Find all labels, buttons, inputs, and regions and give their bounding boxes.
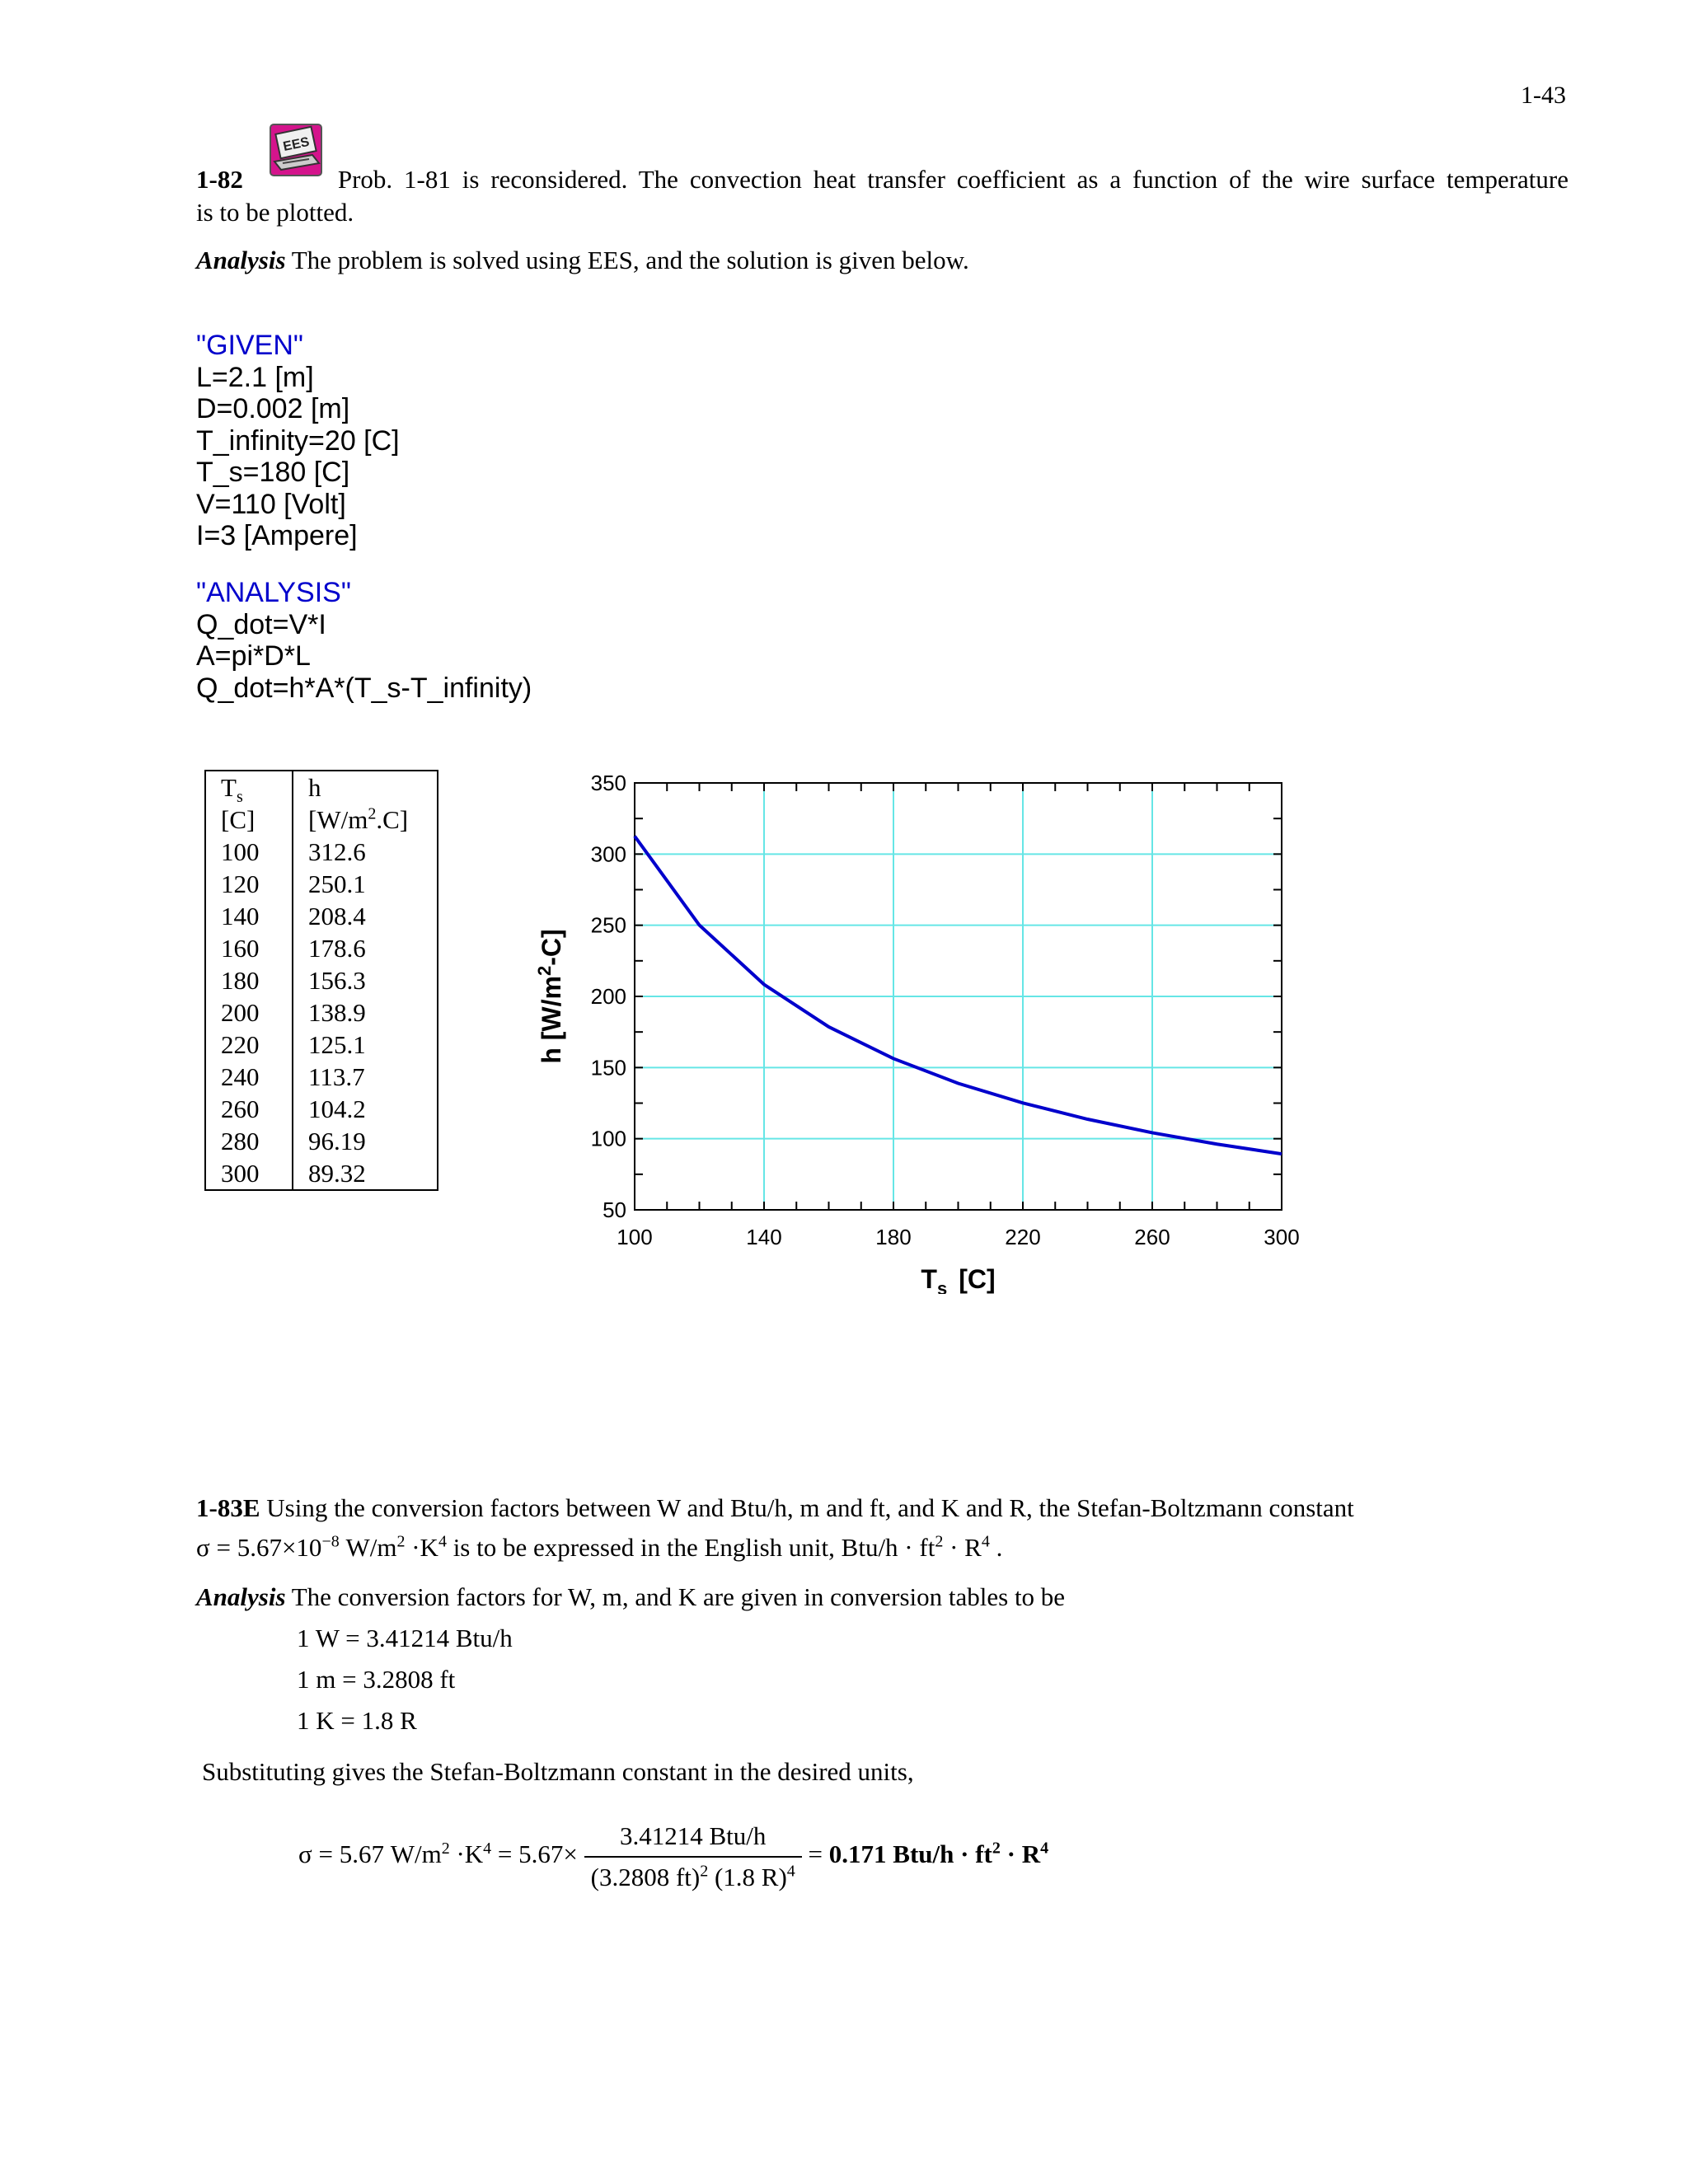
- x-tick-label: 220: [1005, 1225, 1041, 1249]
- sigma-result: 0.171 $Btu/h \cdot ft^2 \cdot R^4$: [828, 1839, 1049, 1869]
- analysis-label: Analysis: [196, 1582, 286, 1611]
- table-row: [205, 964, 438, 996]
- problem-183-number: 1-83E: [196, 1493, 260, 1522]
- table-row: [205, 1029, 438, 1061]
- fraction-denominator: (3.2808 ft)$^2$ (1.8 R)$^4$: [590, 1862, 795, 1891]
- series-line-h: [635, 837, 1282, 1155]
- given-line: D=0.002 [m]: [196, 393, 350, 424]
- y-tick-label: 300: [590, 841, 626, 867]
- analysis-label: Analysis: [196, 246, 286, 274]
- y-tick-label: 200: [590, 984, 626, 1009]
- y-tick-label: 250: [590, 912, 626, 938]
- problem-182-number: 1-82: [196, 165, 243, 194]
- problem-183-text: Using the conversion factors between W and Btu/h, m and ft, and K and R, the Stefan-Boltzmann constant: [260, 1493, 1354, 1522]
- page-number: 1-43: [1521, 82, 1566, 109]
- given-line: V=110 [Volt]: [196, 488, 346, 520]
- given-line: I=3 [Ampere]: [196, 520, 358, 551]
- given-line: T_infinity=20 [C]: [196, 424, 400, 457]
- svg-text:EES: EES: [282, 134, 311, 155]
- conversion-fraction: [584, 1820, 802, 1894]
- table-cell-h: 104.2: [308, 1094, 366, 1123]
- table-header-ts: $T_s$ [C]: [205, 771, 293, 836]
- table-cell-h: 89.32: [308, 1159, 366, 1188]
- problem-183-statement: [196, 1492, 1354, 1525]
- chart-svg: [528, 766, 1319, 1294]
- x-tick-label: 140: [746, 1225, 782, 1249]
- conversion-meter: 1 m = 3.2808 ft: [297, 1665, 456, 1694]
- analysis-line: Q_dot=V*I: [196, 608, 326, 640]
- x-tick-labels: [617, 1225, 1299, 1249]
- fraction-numerator: 3.41214 Btu/h: [584, 1820, 802, 1858]
- table-cell-h: 250.1: [308, 869, 366, 898]
- conversion-watt: 1 W = 3.41214 Btu/h: [297, 1624, 513, 1652]
- x-tick-label: 300: [1264, 1225, 1300, 1249]
- table-cell-ts: 300: [205, 1157, 293, 1190]
- problem-182-statement-line1: [196, 163, 1568, 196]
- y-tick-labels: [591, 771, 626, 1222]
- chart-grid: [635, 783, 1282, 1210]
- table-cell-ts: 100: [205, 836, 293, 868]
- analysis-text: The conversion factors for W, m, and K are given in conversion tables to be: [285, 1582, 1066, 1611]
- analysis-text: The problem is solved using EES, and the solution is given below.: [285, 246, 969, 274]
- given-header: "GIVEN": [196, 330, 303, 361]
- table-cell-ts: 120: [205, 868, 293, 900]
- table-cell-h: 125.1: [308, 1030, 366, 1059]
- table-row: [205, 900, 438, 932]
- x-tick-label: 260: [1134, 1225, 1170, 1249]
- ees-analysis-block: [196, 577, 532, 704]
- ees-given-block: [196, 330, 400, 552]
- table-row: [205, 836, 438, 868]
- x-tick-label: 100: [617, 1225, 653, 1249]
- table-cell-ts: 200: [205, 996, 293, 1029]
- table-row: [205, 1157, 438, 1190]
- y-axis-label: h $[W/m^2-C]$: [534, 929, 566, 1064]
- table-row: [205, 932, 438, 964]
- table-row: [205, 1061, 438, 1093]
- problem-183-analysis: [196, 1581, 1065, 1614]
- table-cell-ts: 240: [205, 1061, 293, 1093]
- x-tick-label: 180: [875, 1225, 912, 1249]
- table-cell-h: 178.6: [308, 934, 366, 963]
- sigma-definition-line: $\sigma = 5.67\times 10^{-8}$ $W/m^2 \cdot K^4$ is to be expressed in the English unit, $Btu/h \cdot ft^2 \cdot R^4$ .: [196, 1532, 1003, 1562]
- y-tick-label: 350: [590, 771, 626, 795]
- table-row: [205, 1125, 438, 1157]
- y-tick-label: 150: [590, 1055, 626, 1080]
- table-cell-h: 113.7: [308, 1062, 365, 1091]
- analysis-line: A=pi*D*L: [196, 640, 311, 672]
- h-vs-ts-chart: [528, 766, 1319, 1298]
- y-tick-label: 50: [603, 1197, 626, 1222]
- table-cell-ts: 260: [205, 1093, 293, 1125]
- table-cell-ts: 220: [205, 1029, 293, 1061]
- table-cell-h: 208.4: [308, 902, 366, 930]
- table-cell-h: 138.9: [308, 998, 366, 1027]
- table-cell-ts: 180: [205, 964, 293, 996]
- table-cell-ts: 280: [205, 1125, 293, 1157]
- conversion-kelvin: 1 K = 1.8 R: [297, 1706, 417, 1735]
- substitution-text: Substituting gives the Stefan-Boltzmann constant in the desired units,: [202, 1757, 914, 1786]
- table-cell-h: 96.19: [308, 1127, 366, 1155]
- table-header-row: [205, 771, 438, 836]
- table-row: [205, 996, 438, 1029]
- analysis-line: Q_dot=h*A*(T_s-T_infinity): [196, 672, 532, 704]
- x-axis-label: $T_s$ [C]: [921, 1264, 996, 1294]
- given-line: T_s=180 [C]: [196, 457, 350, 488]
- table-header-h: h $[W/m^2.C]$: [308, 773, 409, 834]
- table-row: [205, 1093, 438, 1125]
- sigma-conversion-equation: σ = 5.67 $W/m^2 \cdot K^4 = 5.67\times$ $\frac{\text{3.41214 Btu/h}}{(3.2808 ft)^2 (1.8 R)^4}$ = 0.171 $Btu/h \cdot ft^2 \cdot R^4$: [298, 1820, 1048, 1894]
- results-table: [204, 770, 438, 1191]
- analysis-header: "ANALYSIS": [196, 577, 351, 608]
- table-cell-h: 156.3: [308, 966, 366, 995]
- problem-182-statement-line2: is to be plotted.: [196, 198, 354, 227]
- y-tick-label: 100: [590, 1126, 626, 1151]
- table-cell-ts: 140: [205, 900, 293, 932]
- problem-182-analysis: [196, 244, 969, 277]
- table-row: [205, 868, 438, 900]
- given-line: L=2.1 [m]: [196, 361, 314, 393]
- table-cell-ts: 160: [205, 932, 293, 964]
- table-cell-h: 312.6: [308, 837, 366, 866]
- problem-182-text: Prob. 1-81 is reconsidered. The convection heat transfer coefficient as a function of the wire surface temperature: [337, 165, 1568, 194]
